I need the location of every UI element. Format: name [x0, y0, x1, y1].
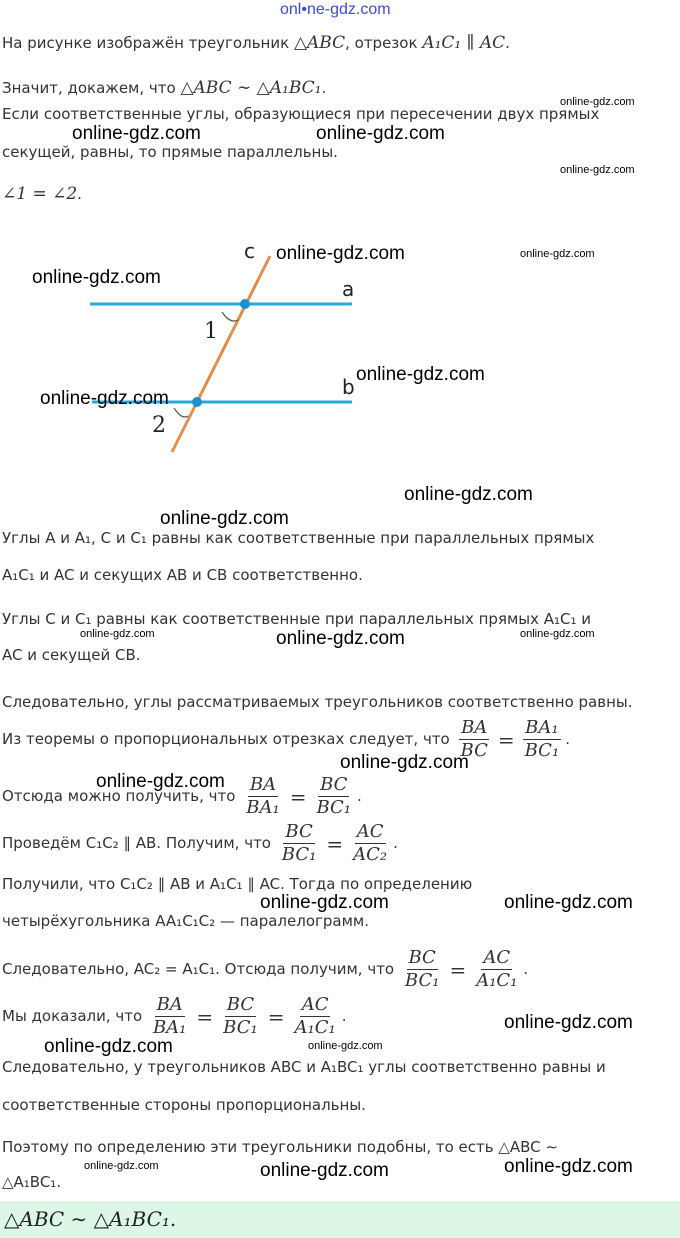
angle-2-arc: [174, 408, 188, 417]
angle-equality: ∠1 = ∠2.: [2, 184, 82, 204]
fraction: $\frac{AC}{\text{A₁C₁}}$: [476, 947, 518, 991]
statement-line: На рисунке изображён треугольник △ABC, отрезок A₁C₁ ∥ AC.: [2, 33, 510, 53]
parallel-lines-figure: [0, 230, 680, 470]
proportion-line-2: Отсюда можно получить, что $\frac{BA}{\text{BA₁}}$ = $\frac{BC}{\text{BC₁}}$ .: [2, 774, 362, 818]
text-line: Углы A и A₁, C и C₁ равны как соответственные при параллельных прямых: [2, 529, 595, 547]
watermark: online-gdz.com: [44, 1036, 173, 1057]
fraction: $\frac{BA}{\text{BA₁}}$: [246, 774, 280, 818]
watermark: online-gdz.com: [560, 96, 635, 108]
label-a: a: [342, 277, 355, 301]
watermark: online-gdz.com: [84, 1160, 159, 1172]
watermark: online-gdz.com: [260, 1160, 389, 1181]
text-line: Углы C и C₁ равны как соответственные при параллельных прямых A₁C₁ и: [2, 610, 592, 628]
watermark: online-gdz.com: [404, 484, 533, 505]
watermark: online-gdz.com: [340, 752, 469, 773]
watermark: online-gdz.com: [40, 388, 169, 409]
text-line: Следовательно, углы рассматриваемых треугольников соответственно равны.: [2, 693, 633, 711]
watermark: online-gdz.com: [520, 248, 595, 260]
answer-box: [0, 1201, 680, 1238]
watermark: online-gdz.com: [80, 628, 155, 640]
fraction: $\frac{BA}{\text{BA₁}}$: [152, 994, 187, 1038]
fraction: $\frac{BC}{\text{BC₁}}$: [281, 821, 317, 865]
label-b: b: [342, 375, 355, 399]
fraction: $\frac{BC}{\text{BC₁}}$: [404, 947, 440, 991]
watermark-top: onl•ne-gdz.com: [280, 1, 391, 18]
intersection-point-b: [192, 397, 202, 407]
goal-line: Значит, докажем, что △ABC ∼ △A₁BC₁.: [2, 78, 327, 98]
intersection-point-a: [240, 299, 250, 309]
text-line: △A₁BC₁.: [2, 1173, 62, 1191]
proportion-line-4: Следовательно, AC₂ = A₁C₁. Отсюда получим, что $\frac{BC}{\text{BC₁}}$ = $\frac{AC}{\text{A₁C₁}}$ .: [2, 947, 529, 991]
watermark: online-gdz.com: [96, 771, 225, 792]
text-line: Следовательно, у треугольников ABC и A₁BC₁ углы соответственно равны и: [2, 1058, 606, 1076]
watermark: online-gdz.com: [504, 892, 633, 913]
text-line: AC и секущей CB.: [2, 646, 141, 664]
answer-text: △ABC ∼ △A₁BC₁.: [4, 1207, 177, 1231]
watermark: online-gdz.com: [276, 628, 405, 649]
label-c: c: [244, 239, 255, 263]
text-line: четырёхугольника AA₁C₁C₂ — паралелограмм.: [2, 912, 369, 930]
fraction: $\frac{BA}{BC}$: [460, 717, 488, 761]
watermark: online-gdz.com: [308, 1040, 383, 1052]
text-line: секущей, равны, то прямые параллельны.: [2, 143, 338, 161]
watermark: online-gdz.com: [316, 123, 445, 144]
text-line: A₁C₁ и AC и секущих AB и CB соответственно.: [2, 566, 363, 584]
watermark: online-gdz.com: [260, 892, 389, 913]
text-line: Получили, что C₁C₂ ∥ AB и A₁C₁ ∥ AC. Тогда по определению: [2, 875, 473, 893]
fraction: $\frac{\text{BA₁}}{\text{BC₁}}$: [524, 717, 560, 761]
secant-c: [172, 256, 270, 452]
text-line: соответственные стороны пропорциональны.: [2, 1096, 366, 1114]
watermark: online-gdz.com: [504, 1156, 633, 1177]
proportion-line-5: Мы доказали, что $\frac{BA}{\text{BA₁}}$ = $\frac{BC}{\text{BC₁}}$ = $\frac{AC}{\text{A₁C₁}}$ .: [2, 994, 347, 1038]
watermark: online-gdz.com: [560, 164, 635, 176]
fraction: $\frac{AC}{\text{AC₂}}$: [353, 821, 388, 865]
angle-2-label: 2: [152, 413, 166, 438]
watermark: online-gdz.com: [32, 267, 161, 288]
watermark: online-gdz.com: [72, 123, 201, 144]
watermark: online-gdz.com: [504, 1012, 633, 1033]
text-line: Поэтому по определению эти треугольники подобны, то есть △ABC ∼: [2, 1138, 558, 1156]
angle-1-label: 1: [204, 319, 218, 344]
proportion-line-1: Из теоремы о пропорциональных отрезках следует, что $\frac{BA}{BC}$ = $\frac{\text{BA₁}}{\text{BC₁}}$ .: [2, 717, 570, 761]
watermark: online-gdz.com: [356, 364, 485, 385]
fraction: $\frac{BC}{\text{BC₁}}$: [223, 994, 258, 1038]
proportion-line-3: Проведём C₁C₂ ∥ AB. Получим, что $\frac{BC}{\text{BC₁}}$ = $\frac{AC}{\text{AC₂}}$ .: [2, 821, 398, 865]
fraction: $\frac{AC}{\text{A₁C₁}}$: [294, 994, 336, 1038]
fraction: $\frac{BC}{\text{BC₁}}$: [316, 774, 352, 818]
angle-1-arc: [222, 312, 238, 321]
text-line: Если соответственные углы, образующиеся при пересечении двух прямых: [2, 105, 600, 123]
watermark: online-gdz.com: [520, 628, 595, 640]
watermark: online-gdz.com: [160, 508, 289, 529]
watermark: online-gdz.com: [276, 243, 405, 264]
